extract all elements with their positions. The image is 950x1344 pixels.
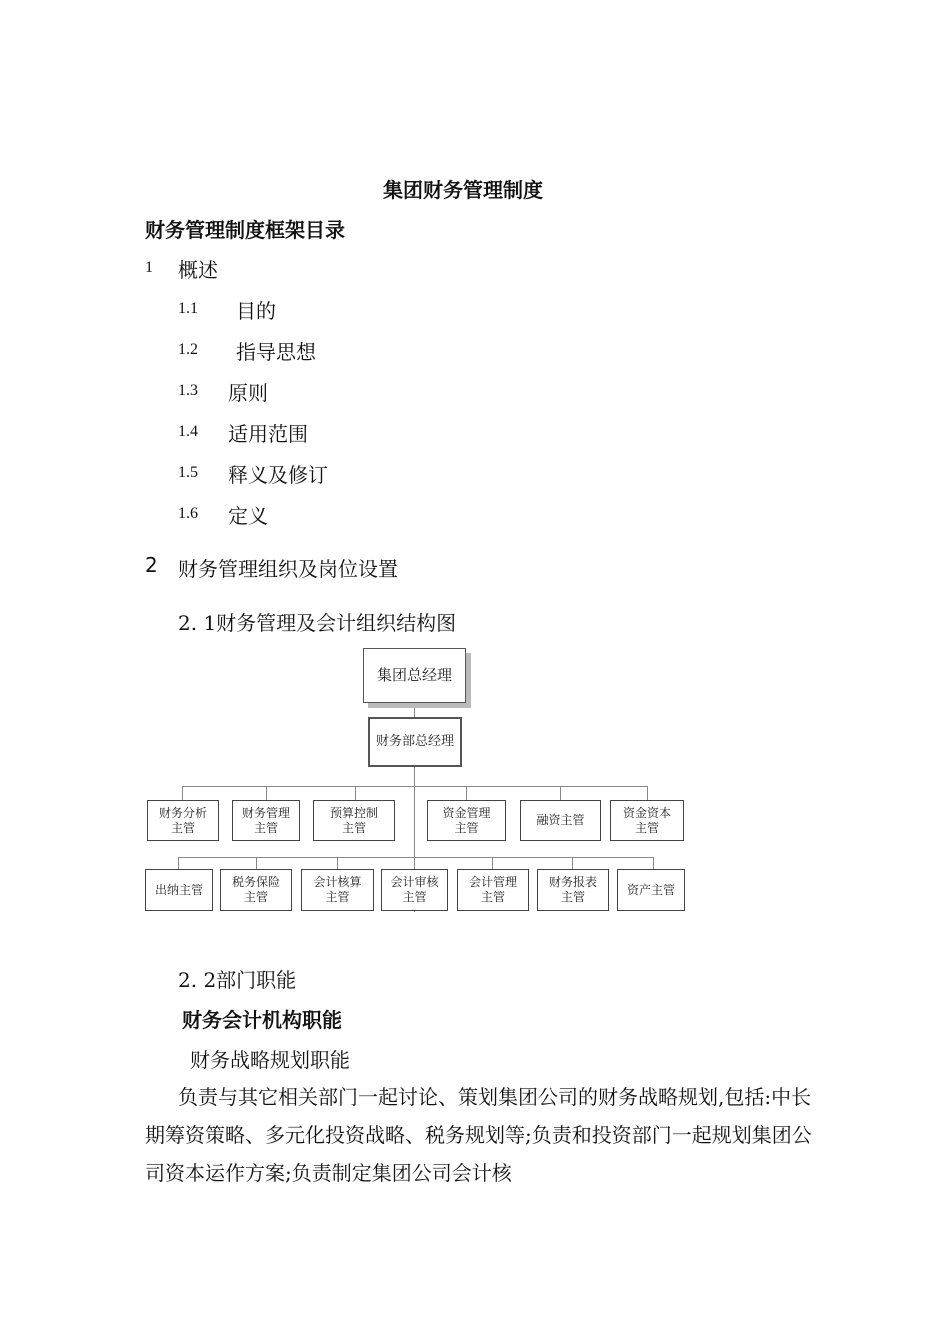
section-2-1-heading: 2. 1财务管理及会计组织结构图 (178, 611, 457, 635)
toc-item-number: 1.1 (178, 300, 198, 317)
connector-line (266, 786, 267, 800)
strategy-heading: 财务战略规划职能 (190, 1048, 350, 1072)
toc-item-number: 1.2 (178, 341, 198, 358)
toc-item-label: 定义 (228, 504, 268, 528)
connector-line (355, 786, 356, 800)
toc-item-label: 原则 (228, 381, 268, 405)
connector-line (337, 857, 338, 869)
org-node: 会计核算 主管 (301, 869, 374, 911)
org-node: 资金管理 主管 (427, 800, 506, 841)
section-2-2-heading: 2. 2部门职能 (178, 968, 297, 992)
toc-item-label: 指导思想 (236, 340, 316, 364)
connector-line (178, 857, 179, 869)
toc-item-number: 1.4 (178, 423, 198, 440)
org-node-ceo: 集团总经理 (363, 648, 466, 703)
org-node: 财务报表 主管 (537, 869, 609, 911)
org-node: 资金资本 主管 (610, 800, 684, 841)
org-node: 会计审核 主管 (381, 869, 448, 911)
org-node: 出纳主管 (145, 869, 213, 911)
connector-line (560, 786, 561, 800)
functions-heading: 财务会计机构职能 (182, 1008, 342, 1032)
toc-item-label: 目的 (236, 299, 276, 323)
document-title: 集团财务管理制度 (383, 178, 543, 202)
org-node: 预算控制 主管 (313, 800, 395, 841)
connector-line (647, 786, 648, 800)
toc-item-number: 1.6 (178, 505, 198, 522)
connector-line (182, 786, 648, 787)
section-2-title: 财务管理组织及岗位设置 (178, 557, 398, 581)
section-1-number: 1 (145, 259, 153, 276)
toc-item-number: 1.5 (178, 464, 198, 481)
section-2-number: 2 (145, 553, 158, 577)
connector-line (466, 786, 467, 800)
connector-line (653, 857, 654, 869)
connector-line (182, 786, 183, 800)
toc-item-label: 适用范围 (228, 422, 308, 446)
connector-line (178, 857, 654, 858)
toc-item-label: 释义及修订 (228, 463, 328, 487)
org-node-finance-director: 财务部总经理 (368, 717, 462, 767)
org-node: 融资主管 (520, 800, 601, 841)
connector-line (492, 857, 493, 869)
strategy-paragraph: 负责与其它相关部门一起讨论、策划集团公司的财务战略规划,包括:中长期筹资策略、多元化投资战略、税务规划等;负责和投资部门一起规划集团公司资本运作方案;负责制定集团公司会计核 (145, 1085, 812, 1185)
connector-line (256, 857, 257, 869)
org-node: 资产主管 (617, 869, 685, 911)
org-node: 财务分析 主管 (147, 800, 219, 841)
org-node: 税务保险 主管 (220, 869, 292, 911)
org-node: 会计管理 主管 (457, 869, 529, 911)
section-1-title: 概述 (178, 258, 218, 282)
toc-item-number: 1.3 (178, 382, 198, 399)
connector-line (572, 857, 573, 869)
connector-line (414, 703, 415, 717)
org-node: 财务管理 主管 (232, 800, 300, 841)
toc-heading: 财务管理制度框架目录 (145, 218, 345, 242)
